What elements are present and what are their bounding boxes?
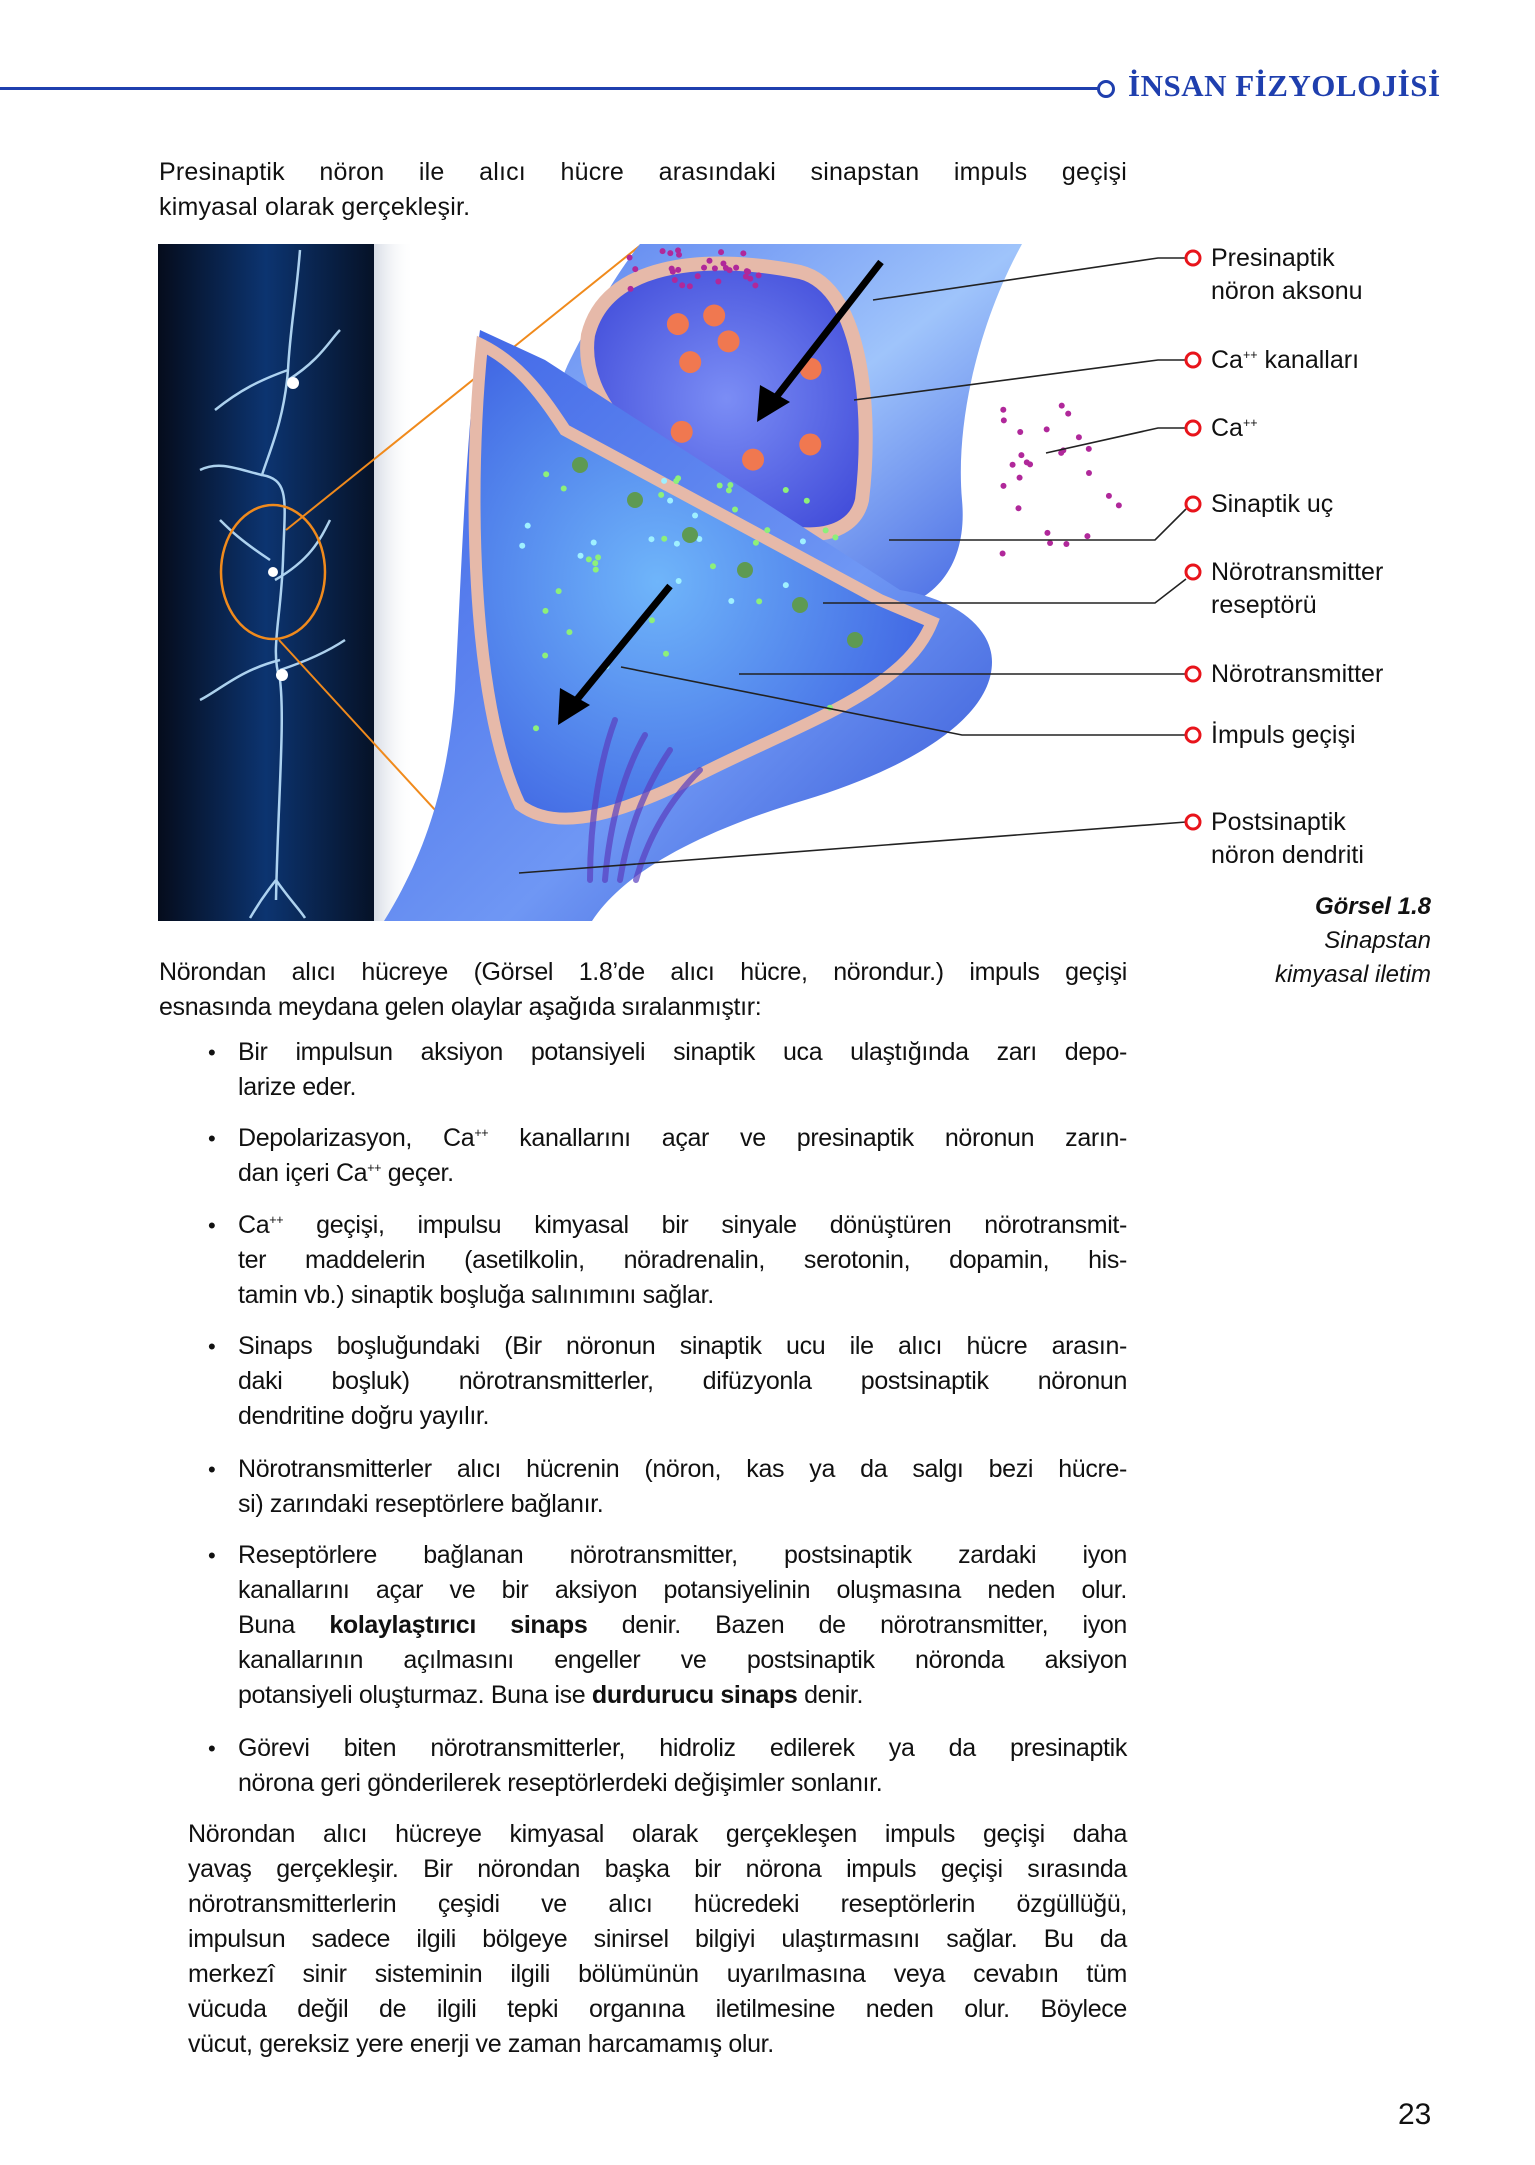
vesicle-dot bbox=[742, 449, 764, 471]
bullet-icon: • bbox=[208, 1040, 216, 1065]
calcium-ion-dot bbox=[627, 254, 633, 260]
neurotransmitter-dot bbox=[586, 556, 592, 562]
superscript: ++ bbox=[367, 1160, 382, 1175]
calcium-ion-dot bbox=[715, 278, 721, 284]
text-line bbox=[238, 1121, 1127, 1156]
calcium-ion-dot bbox=[1044, 426, 1050, 432]
neuron-overview-panel bbox=[158, 244, 374, 921]
neurotransmitter-dot bbox=[732, 506, 738, 512]
text-segment: Ca bbox=[238, 1211, 270, 1239]
calcium-ion-dot bbox=[1076, 434, 1082, 440]
calcium-ion-dot bbox=[701, 265, 707, 271]
receptor-dot bbox=[737, 562, 753, 578]
neurotransmitter-dot bbox=[595, 554, 601, 560]
figure-label bbox=[1211, 556, 1383, 622]
text-segment: potansiyeli oluşturmaz. Buna ise bbox=[238, 1681, 592, 1709]
text-line bbox=[1211, 344, 1359, 377]
neurotransmitter-dot bbox=[542, 608, 548, 614]
text-line: dendritine doğru yayılır. bbox=[238, 1402, 490, 1430]
text-line: Sinaps boşluğundaki (Bir nöronun sinaptik ucu ile alıcı hücre arasın- bbox=[238, 1332, 1127, 1360]
neurotransmitter-dot bbox=[832, 534, 838, 540]
calcium-ion-dot bbox=[712, 265, 718, 271]
receptor-dot bbox=[627, 492, 643, 508]
receptor-dot bbox=[792, 597, 808, 613]
text-line bbox=[238, 1678, 1127, 1713]
bullet-item bbox=[208, 1452, 1127, 1522]
neurotransmitter-dot bbox=[674, 541, 680, 547]
figure-label bbox=[1211, 658, 1383, 691]
text-line: esnasında meydana gelen olaylar aşağıda sıralanmıştır: bbox=[159, 993, 762, 1021]
text-line: Presinaptik bbox=[1211, 244, 1335, 272]
bold-term: durdurucu sinaps bbox=[591, 1681, 798, 1709]
text-segment: kanallarını açar ve presinaptik nöronun zarın- bbox=[488, 1124, 1127, 1152]
text-line: merkezî sinir sisteminin ilgili bölümünün uyarılmasına veya cevabın tüm bbox=[188, 1960, 1127, 1988]
calcium-ion-dot bbox=[628, 286, 634, 292]
neurotransmitter-dot bbox=[804, 498, 810, 504]
figure-label bbox=[1211, 806, 1364, 872]
text-line: Görevi biten nörotransmitterler, hidroliz edilerek ya da presinaptik bbox=[238, 1734, 1127, 1762]
receptor-dot bbox=[847, 632, 863, 648]
vesicle-dot bbox=[679, 351, 701, 373]
vesicle-dot bbox=[799, 433, 821, 455]
bullet-icon: • bbox=[208, 1457, 216, 1482]
text-line bbox=[238, 1156, 1127, 1191]
text-segment: geçer. bbox=[381, 1159, 454, 1187]
text-segment: Ca bbox=[1211, 414, 1243, 442]
text-line: daki boşluk) nörotransmitterler, difüzyonla postsinaptik nöronun bbox=[238, 1367, 1127, 1395]
calcium-ion-dot bbox=[675, 267, 681, 273]
calcium-ion-dot bbox=[1000, 483, 1006, 489]
calcium-ion-dot bbox=[1044, 530, 1050, 536]
calcium-ion-dot bbox=[667, 250, 673, 256]
neurotransmitter-dot bbox=[726, 487, 732, 493]
text-line: yavaş gerçekleşir. Bir nörondan başka bir nörona impuls geçişi sırasında bbox=[188, 1855, 1127, 1883]
calcium-ion-dot bbox=[1086, 446, 1092, 452]
neurotransmitter-dot bbox=[728, 598, 734, 604]
neurotransmitter-dot bbox=[593, 567, 599, 573]
text-line: kanallarını açar ve bir aksiyon potansiyelinin oluşmasına neden olur. bbox=[238, 1576, 1127, 1604]
neurotransmitter-dot bbox=[556, 588, 562, 594]
text-line: nörotransmitterlerin çeşidi ve alıcı hücredeki reseptörlerin özgüllüğü, bbox=[188, 1890, 1127, 1918]
calcium-ion-dot bbox=[1065, 411, 1071, 417]
calcium-ion-dot bbox=[752, 282, 758, 288]
superscript: ++ bbox=[474, 1125, 489, 1140]
text-segment: geçişi, impulsu kimyasal bir sinyale dönüştüren nörotransmit- bbox=[283, 1211, 1127, 1239]
calcium-ion-dot bbox=[676, 252, 682, 258]
text-line: Nörotransmitter bbox=[1211, 558, 1384, 586]
calcium-ion-dot bbox=[672, 277, 678, 283]
text-line: Nörotransmitterler alıcı hücrenin (nöron, kas ya da salgı bezi hücre- bbox=[238, 1455, 1127, 1483]
bullet-item bbox=[208, 1731, 1127, 1801]
neurotransmitter-dot bbox=[667, 498, 673, 504]
calcium-ion-dot bbox=[740, 250, 746, 256]
calcium-ion-dot bbox=[1063, 541, 1069, 547]
text-line: kimyasal olarak gerçekleşir. bbox=[159, 193, 471, 221]
neurotransmitter-dot bbox=[533, 725, 539, 731]
calcium-ion-dot bbox=[660, 248, 666, 254]
receptor-dot bbox=[682, 527, 698, 543]
neuron-soma bbox=[276, 669, 288, 681]
neurotransmitter-dot bbox=[710, 563, 716, 569]
calcium-ion-dot bbox=[1015, 505, 1021, 511]
text-line: kanallarının açılmasını engeller ve postsinaptik nöronda aksiyon bbox=[238, 1646, 1127, 1674]
text-line: nöron dendriti bbox=[1211, 841, 1364, 869]
bullet-icon: • bbox=[208, 1334, 216, 1359]
text-line: vücut, gereksiz yere enerji ve zaman harcamamış olur. bbox=[188, 2030, 774, 2058]
neurotransmitter-dot bbox=[519, 543, 525, 549]
neurotransmitter-dot bbox=[591, 539, 597, 545]
bullet-item bbox=[208, 1329, 1127, 1434]
neurotransmitter-dot bbox=[566, 629, 572, 635]
calcium-ion-dot bbox=[1010, 462, 1016, 468]
text-line bbox=[1211, 412, 1258, 445]
calcium-ion-dot bbox=[727, 267, 733, 273]
text-segment: Depolarizasyon, Ca bbox=[238, 1124, 475, 1152]
calcium-ion-dot bbox=[1018, 452, 1024, 458]
figure-label bbox=[1211, 412, 1258, 445]
figure-caption bbox=[1275, 890, 1431, 992]
text-line: Nörotransmitter bbox=[1211, 660, 1384, 688]
text-line: Nörondan alıcı hücreye (Görsel 1.8’de alıcı hücre, nörondur.) impuls geçişi bbox=[159, 958, 1127, 986]
calcium-ion-dot bbox=[1116, 502, 1122, 508]
vesicle-dot bbox=[671, 421, 693, 443]
text-line: ter maddelerin (asetilkolin, nöradrenalin, serotonin, dopamin, his- bbox=[238, 1246, 1127, 1274]
calcium-ion-dot bbox=[695, 273, 701, 279]
neurotransmitter-dot bbox=[578, 553, 584, 559]
text-line: Bir impulsun aksiyon potansiyeli sinaptik uca ulaştığında zarı depo- bbox=[238, 1038, 1127, 1066]
neuron-soma bbox=[268, 567, 278, 577]
text-line: Presinaptik nöron ile alıcı hücre arasındaki sinapstan impuls geçişi bbox=[159, 158, 1127, 186]
receptor-dot bbox=[572, 457, 588, 473]
calcium-ion-dot bbox=[1047, 540, 1053, 546]
calcium-ion-dot bbox=[745, 269, 751, 275]
text-line: si) zarındaki reseptörlere bağlanır. bbox=[238, 1490, 604, 1518]
text-segment: Buna bbox=[238, 1611, 330, 1639]
caption-line: kimyasal iletim bbox=[1274, 961, 1431, 988]
neurotransmitter-dot bbox=[649, 617, 655, 623]
superscript: ++ bbox=[1242, 347, 1258, 362]
text-line: İmpuls geçişi bbox=[1211, 721, 1356, 749]
calcium-ion-dot bbox=[733, 265, 739, 271]
calcium-ion-dot bbox=[1084, 533, 1090, 539]
calcium-ion-dot bbox=[720, 261, 726, 267]
caption-title: Görsel 1.8 bbox=[1314, 893, 1431, 920]
intro-paragraph bbox=[159, 155, 1127, 225]
chapter-title: İNSAN FİZYOLOJİSİ bbox=[1128, 68, 1441, 103]
neurotransmitter-dot bbox=[561, 485, 567, 491]
text-line: Sinaptik uç bbox=[1211, 490, 1334, 518]
neurotransmitter-dot bbox=[661, 536, 667, 542]
vesicle-dot bbox=[667, 313, 689, 335]
neurotransmitter-dot bbox=[783, 582, 789, 588]
figure-label bbox=[1211, 242, 1363, 308]
neurotransmitter-dot bbox=[823, 527, 829, 533]
header-rule-marker bbox=[1097, 80, 1115, 98]
text-line bbox=[238, 1208, 1127, 1243]
bullet-item bbox=[208, 1121, 1127, 1191]
text-line: tamin vb.) sinaptik boşluğa salınımını sağlar. bbox=[238, 1281, 714, 1309]
text-line: reseptörü bbox=[1211, 591, 1317, 619]
neurotransmitter-dot bbox=[692, 513, 698, 519]
text-segment: kanalları bbox=[1257, 346, 1360, 374]
calcium-ion-dot bbox=[1000, 551, 1006, 557]
bullet-icon: • bbox=[208, 1736, 216, 1761]
bullet-icon: • bbox=[208, 1213, 216, 1238]
text-line: Nörondan alıcı hücreye kimyasal olarak gerçekleşen impuls geçişi daha bbox=[188, 1820, 1127, 1848]
text-segment: denir. Bazen de nörotransmitter, iyon bbox=[587, 1611, 1127, 1639]
neurotransmitter-dot bbox=[800, 538, 806, 544]
neurotransmitter-dot bbox=[676, 578, 682, 584]
text-segment: Ca bbox=[1211, 346, 1243, 374]
neurotransmitter-dot bbox=[525, 523, 531, 529]
bullet-item bbox=[208, 1538, 1127, 1713]
body-paragraph bbox=[159, 955, 1127, 1025]
neurotransmitter-dot bbox=[661, 478, 667, 484]
text-line: Postsinaptik bbox=[1211, 808, 1346, 836]
text-line: Reseptörlere bağlanan nörotransmitter, postsinaptik zardaki iyon bbox=[238, 1541, 1127, 1569]
text-segment: denir. bbox=[797, 1681, 864, 1709]
bullet-item bbox=[208, 1208, 1127, 1313]
bullet-icon: • bbox=[208, 1543, 216, 1568]
calcium-ion-dot bbox=[1017, 475, 1023, 481]
vesicle-dot bbox=[718, 330, 740, 352]
calcium-ion-dot bbox=[1086, 470, 1092, 476]
neurotransmitter-dot bbox=[648, 536, 654, 542]
page-number: 23 bbox=[1398, 2098, 1432, 2131]
neurotransmitter-dot bbox=[756, 598, 762, 604]
calcium-ion-dot bbox=[669, 266, 675, 272]
text-line: impulsun sadece ilgili bölgeye sinirsel bilgiyi ulaştırmasını sağlar. Bu da bbox=[188, 1925, 1127, 1953]
neuron-soma bbox=[287, 377, 299, 389]
neurotransmitter-dot bbox=[717, 483, 723, 489]
text-line: nöron aksonu bbox=[1211, 277, 1363, 305]
neurotransmitter-dot bbox=[727, 482, 733, 488]
figure-label bbox=[1211, 488, 1333, 521]
header-rule bbox=[0, 87, 1098, 90]
calcium-ion-dot bbox=[1024, 459, 1030, 465]
neurotransmitter-dot bbox=[542, 652, 548, 658]
calcium-ion-dot bbox=[687, 283, 693, 289]
figure-label bbox=[1211, 719, 1356, 752]
calcium-ion-dot bbox=[718, 249, 724, 255]
calcium-ion-dot bbox=[1106, 493, 1112, 499]
closing-paragraph bbox=[188, 1817, 1127, 2062]
synapse-illustration bbox=[158, 244, 1208, 921]
superscript: ++ bbox=[269, 1212, 284, 1227]
calcium-ion-dot bbox=[1000, 407, 1006, 413]
text-line bbox=[238, 1608, 1127, 1643]
calcium-ion-dot bbox=[756, 272, 762, 278]
superscript: ++ bbox=[1242, 415, 1258, 430]
calcium-ion-dot bbox=[1017, 429, 1023, 435]
neurotransmitter-dot bbox=[658, 492, 664, 498]
bullet-item bbox=[208, 1035, 1127, 1105]
vesicle-dot bbox=[703, 305, 725, 327]
calcium-ion-dot bbox=[632, 266, 638, 272]
caption-line: Sinapstan bbox=[1324, 927, 1431, 954]
neurotransmitter-dot bbox=[592, 560, 598, 566]
bold-term: kolaylaştırıcı sinaps bbox=[329, 1611, 588, 1639]
text-segment: dan içeri Ca bbox=[238, 1159, 368, 1187]
text-line: vücuda değil de ilgili tepki organına iletilmesine neden olur. Böylece bbox=[188, 1995, 1127, 2023]
calcium-ion-dot bbox=[1059, 403, 1065, 409]
neurotransmitter-dot bbox=[663, 651, 669, 657]
neurotransmitter-dot bbox=[753, 540, 759, 546]
text-line: larize eder. bbox=[238, 1073, 357, 1101]
calcium-ion-dot bbox=[679, 282, 685, 288]
bullet-icon: • bbox=[208, 1126, 216, 1151]
calcium-ion-dot bbox=[706, 258, 712, 264]
calcium-ion-dot bbox=[1001, 417, 1007, 423]
neurotransmitter-dot bbox=[764, 527, 770, 533]
neurotransmitter-dot bbox=[543, 471, 549, 477]
text-line: nörona geri gönderilerek reseptörlerdeki değişimler sonlanır. bbox=[238, 1769, 883, 1797]
neurotransmitter-dot bbox=[783, 487, 789, 493]
figure-label bbox=[1211, 344, 1359, 377]
neurotransmitter-dot bbox=[673, 478, 679, 484]
label-markers bbox=[1186, 251, 1200, 829]
